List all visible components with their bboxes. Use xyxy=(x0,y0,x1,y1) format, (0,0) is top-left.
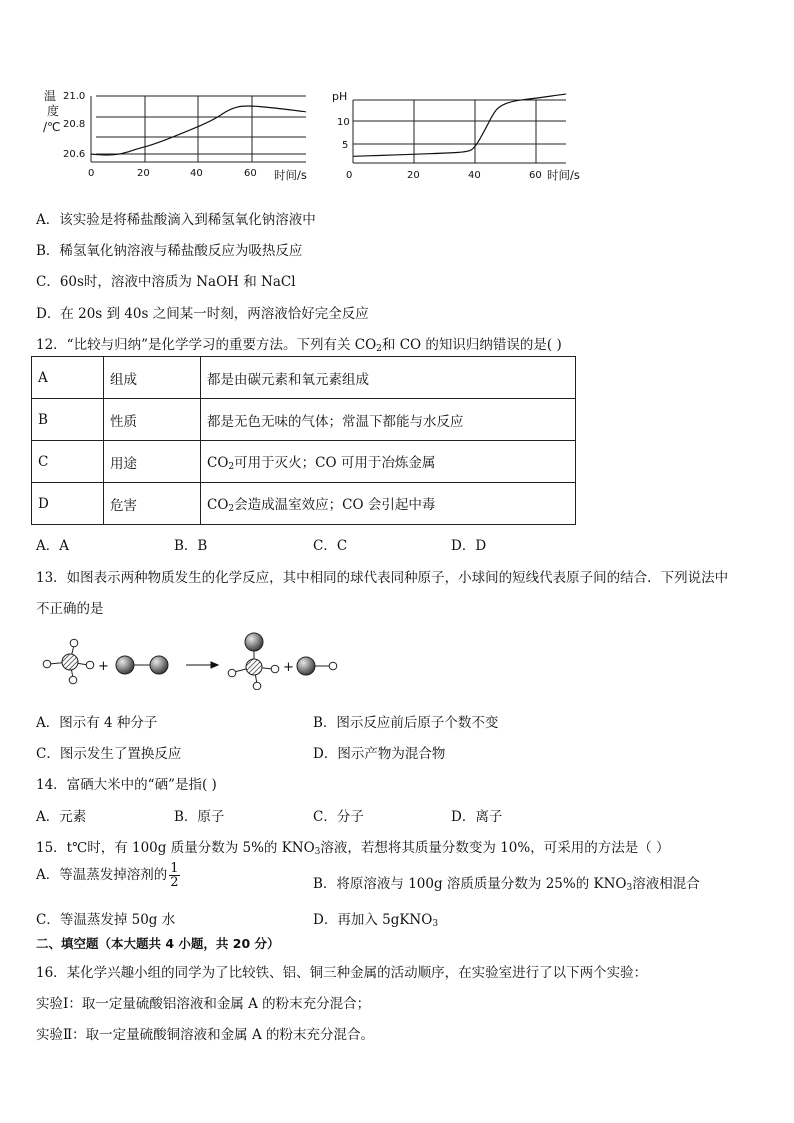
table-cell-content: 都是由碳元素和氧元素组成 xyxy=(201,357,576,399)
q11-option-d: D．在 20s 到 40s 之间某一时刻，两溶液恰好完全反应 xyxy=(36,306,369,322)
ph-xtick: 40 xyxy=(468,170,481,181)
temp-ylabel xyxy=(43,89,61,134)
temp-xtick: 40 xyxy=(190,168,203,179)
q12-option-d: D．D xyxy=(451,538,487,554)
q11-option-b: B．稀氢氧化钠溶液与稀盐酸反应为吸热反应 xyxy=(36,243,303,259)
temp-yticks xyxy=(63,91,85,160)
table-cell-topic: 性质 xyxy=(104,399,201,441)
table-cell-topic: 危害 xyxy=(104,483,201,525)
table-cell-key: A xyxy=(32,357,104,399)
temp-ytick: 20.8 xyxy=(63,119,86,130)
table-cell-content xyxy=(201,441,576,483)
q13-option-c: C．图示发生了置换反应 xyxy=(36,746,182,762)
subscript: 2 xyxy=(228,462,235,472)
reaction-arrow xyxy=(186,662,218,668)
temp-xticks xyxy=(88,168,257,179)
q12-table xyxy=(31,356,576,525)
cell-text: 可用于灭火；CO 可用于冶炼金属 xyxy=(234,455,436,471)
cell-text: CO xyxy=(207,455,229,471)
temp-xlabel: 时间/s xyxy=(274,168,307,182)
subscript: 2 xyxy=(376,344,382,354)
table-row xyxy=(32,441,576,483)
q14-option-d: D．离子 xyxy=(451,809,503,825)
q13-stem-line2: 不正确的是 xyxy=(36,601,104,617)
q16-experiment-1: 实验Ⅰ：取一定量硫酸铝溶液和金属 A 的粉末充分混合； xyxy=(36,996,371,1012)
fraction-numerator: 1 xyxy=(170,861,179,876)
fraction-one-half xyxy=(169,862,179,889)
temp-xtick: 60 xyxy=(244,168,257,179)
q16-stem: 16．某化学兴趣小组的同学为了比较铁、铝、铜三种金属的活动顺序，在实验室进行了以下两个实验： xyxy=(36,965,648,981)
q15-option-b-part: 溶液相混合 xyxy=(632,876,700,892)
q11-option-c: C．60s时，溶液中溶质为 NaOH 和 NaCl xyxy=(36,274,296,290)
ph-ytick: 5 xyxy=(342,140,349,151)
table-row xyxy=(32,483,576,525)
q12-stem-part: 和 CO 的知识归纳错误的是( ) xyxy=(381,337,562,353)
product-diatomic-molecule xyxy=(297,657,337,675)
ph-yticks xyxy=(337,117,350,151)
table-row xyxy=(32,357,576,399)
temp-ylabel-char: /℃ xyxy=(43,120,61,134)
ph-xtick: 60 xyxy=(529,170,542,181)
q13-stem-line1: 13．如图表示两种物质发生的化学反应，其中相同的球代表同种原子，小球间的短线代表原子间的结合．下列说法中 xyxy=(36,570,729,586)
q15-stem-part: 15．t℃时，有 100g 质量分数为 5%的 KNO xyxy=(36,840,315,856)
cell-text: CO xyxy=(207,497,229,513)
q12-option-b: B．B xyxy=(174,538,208,554)
plus-sign: + xyxy=(283,660,294,675)
q15-option-a-text: A．等温蒸发掉溶剂的 xyxy=(36,867,168,883)
q13-option-b: B．图示反应前后原子个数不变 xyxy=(313,715,499,731)
ph-xtick: 20 xyxy=(407,170,420,181)
q12-stem xyxy=(36,333,562,354)
q13-option-d: D．图示产物为混合物 xyxy=(313,746,446,762)
table-cell-content xyxy=(201,483,576,525)
cell-text: 会造成温室效应；CO 会引起中毒 xyxy=(234,497,436,513)
q15-option-a xyxy=(36,862,180,889)
temp-ytick: 21.0 xyxy=(63,91,86,102)
temp-ylabel-char: 度 xyxy=(47,104,60,118)
molecule-reaction-diagram xyxy=(36,628,346,690)
q15-option-b-part: B．将原溶液与 100g 溶质质量分数为 25%的 KNO xyxy=(313,876,627,892)
ph-xticks xyxy=(346,170,542,181)
table-cell-topic: 组成 xyxy=(104,357,201,399)
temp-xtick: 0 xyxy=(88,168,95,179)
ph-ytick: 10 xyxy=(337,117,350,128)
table-cell-key: B xyxy=(32,399,104,441)
q16-experiment-2: 实验Ⅱ：取一定量硫酸铜溶液和金属 A 的粉末充分混合。 xyxy=(36,1027,375,1043)
subscript: 3 xyxy=(314,847,321,857)
table-cell-key: C xyxy=(32,441,104,483)
ph-xlabel: 时间/s xyxy=(547,168,580,182)
temp-ylabel-char: 温 xyxy=(44,89,57,103)
fraction-denominator: 2 xyxy=(170,875,179,890)
reactant-methane-like-molecule xyxy=(43,639,94,684)
ph-ylabel: pH xyxy=(332,90,348,103)
q13-option-a: A．图示有 4 种分子 xyxy=(36,715,158,731)
q15-option-d xyxy=(313,908,438,929)
subscript: 2 xyxy=(228,504,235,514)
q15-option-d-part: D．再加入 5gKNO xyxy=(313,912,433,928)
table-row xyxy=(32,399,576,441)
q11-option-a: A．该实验是将稀盐酸滴入到稀氢氧化钠溶液中 xyxy=(36,212,316,228)
temp-grid xyxy=(91,96,306,162)
q14-option-c: C．分子 xyxy=(313,809,364,825)
temp-xtick: 20 xyxy=(137,168,150,179)
q15-option-b xyxy=(313,872,700,893)
q12-option-a: A．A xyxy=(36,538,69,554)
section-heading: 二、填空题（本大题共 4 小题，共 20 分） xyxy=(36,936,280,951)
q14-option-b: B．原子 xyxy=(174,809,225,825)
temp-ytick: 20.6 xyxy=(63,149,86,160)
q15-stem xyxy=(36,836,670,857)
reactant-diatomic-molecule xyxy=(116,656,168,674)
q14-option-a: A．元素 xyxy=(36,809,87,825)
q15-stem-part: 溶液，若想将其质量分数变为 10%，可采用的方法是（ ） xyxy=(320,840,670,856)
ph-xtick: 0 xyxy=(346,170,353,181)
table-cell-key: D xyxy=(32,483,104,525)
subscript: 3 xyxy=(432,919,439,929)
product-substituted-molecule xyxy=(228,633,279,690)
q12-option-c: C．C xyxy=(313,538,348,554)
ph-chart xyxy=(324,84,594,184)
table-cell-content: 都是无色无味的气体；常温下都能与水反应 xyxy=(201,399,576,441)
ph-series-line xyxy=(353,94,566,156)
q14-stem: 14．富硒大米中的“硒”是指( ) xyxy=(36,777,217,793)
temperature-chart xyxy=(36,84,316,184)
subscript: 3 xyxy=(626,883,633,893)
plus-sign: + xyxy=(98,659,109,674)
ph-grid xyxy=(353,100,566,163)
q15-option-c: C．等温蒸发掉 50g 水 xyxy=(36,912,176,928)
table-cell-topic: 用途 xyxy=(104,441,201,483)
q12-stem-part: 12．“比较与归纳”是化学学习的重要方法。下列有关 CO xyxy=(36,337,377,353)
